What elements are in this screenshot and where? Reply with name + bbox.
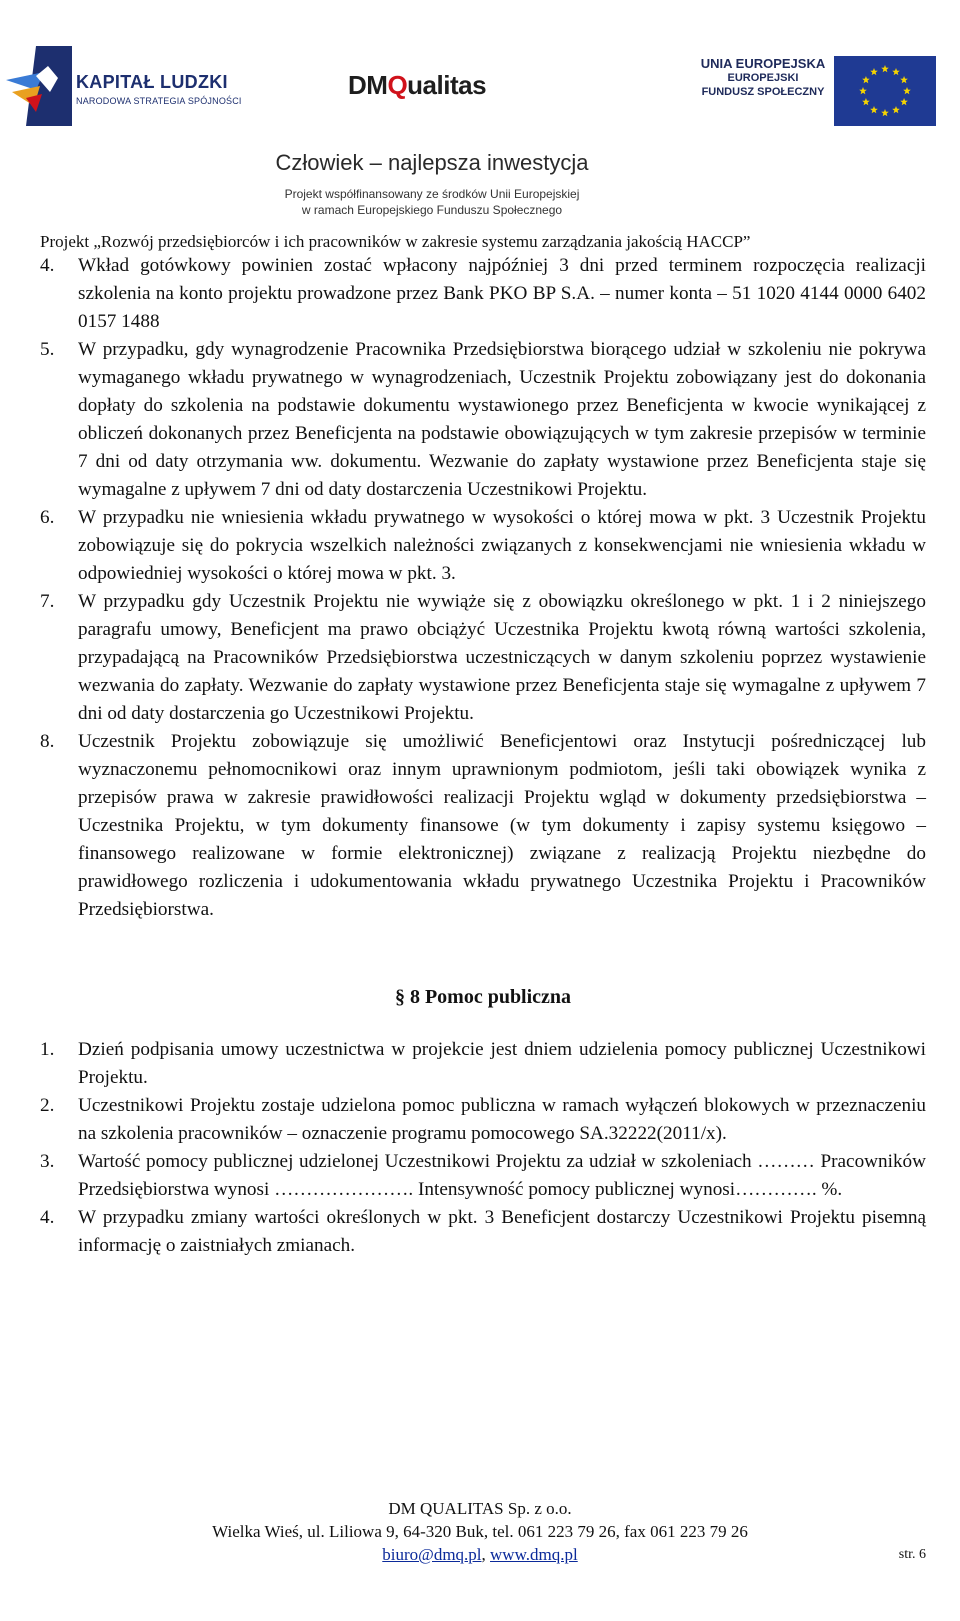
item-text: W przypadku gdy Uczestnik Projektu nie wywiąże się z obowiązku określonego w pkt. 1 i 2 niniejszego paragrafu umowy, Beneficjent ma prawo obciążyć Uczestnika Projektu kwotą równą wartości szkolenia, przypadającą na Pracowników Przedsiębiorstwa uczestniczących w danym szkoleniu poprzez wystawienie wezwania do zapłaty. Wezwanie do zapłaty wystawione przez Beneficjenta staje się wymagalne z upływem 7 dni od daty dostarczenia go Uczestnikowi Projektu.	[78, 591, 926, 724]
list-item	[40, 1092, 926, 1148]
item-number: 5.	[40, 339, 55, 360]
slogan-block	[0, 150, 960, 218]
section-heading: § 8 Pomoc publiczna	[394, 986, 572, 1008]
item-text: Dzień podpisania umowy uczestnictwa w projekcie jest dniem udzielenia pomocy publicznej Uczestnikowi Projektu.	[78, 1039, 926, 1088]
list-item	[40, 1036, 926, 1092]
dmqualitas-logo	[348, 70, 486, 101]
item-text: Uczestnikowi Projektu zostaje udzielona pomoc publiczna w ramach wyłączeń blokowych w przeznaczeniu na szkolenia pracowników – oznaczenie programu pomocowego SA.32222(2011/x).	[78, 1095, 926, 1144]
footer-company: DM QUALITAS Sp. z o.o.	[388, 1499, 572, 1518]
item-number: 7.	[40, 591, 55, 612]
item-number: 2.	[40, 1095, 55, 1116]
list-item	[40, 728, 926, 924]
page-footer	[0, 1497, 960, 1566]
ue-line1: UNIA EUROPEJSKA	[700, 56, 826, 71]
kapital-ludzki-subtitle: NARODOWA STRATEGIA SPÓJNOŚCI	[76, 96, 242, 106]
slogan-sub2: w ramach Europejskiego Funduszu Społecznego	[301, 203, 563, 217]
slogan-sub1: Projekt współfinansowany ze środków Unii Europejskiej	[284, 187, 580, 201]
footer-website-link[interactable]: www.dmq.pl	[490, 1545, 578, 1564]
dmq-logo-part1: DM	[348, 70, 388, 100]
item-text: Wkład gotówkowy powinien zostać wpłacony najpóźniej 3 dni przed terminem rozpoczęcia realizacji szkolenia na konto projektu prowadzone przez Bank PKO BP S.A. – numer konta – 51 1020 4144 0000 6402 0157 1488	[78, 255, 926, 332]
footer-address: Wielka Wieś, ul. Liliowa 9, 64-320 Buk, tel. 061 223 79 26, fax 061 223 79 26	[212, 1522, 748, 1541]
ue-line2: EUROPEJSKI	[727, 72, 799, 84]
list-item	[40, 588, 926, 728]
header-logos	[0, 38, 960, 128]
item-number: 4.	[40, 255, 55, 276]
list-item	[40, 336, 926, 504]
item-number: 8.	[40, 731, 55, 752]
item-text: W przypadku nie wniesienia wkładu prywatnego w wysokości o której mowa w pkt. 3 Uczestnik Projektu zobowiązuje się do pokrycia wszelkich należności związanych z konsekwencjami nie wniesienia wkładu w odpowiedniej wysokości o której mowa w pkt. 3.	[78, 507, 926, 584]
item-text: W przypadku zmiany wartości określonych w pkt. 3 Beneficjent dostarczy Uczestnikowi Projektu pisemną informację o zaistniałych zmianach.	[78, 1207, 926, 1256]
kapital-ludzki-emblem-icon	[6, 46, 72, 126]
page-number: str. 6	[898, 1547, 926, 1562]
item-text: Uczestnik Projektu zobowiązuje się umożliwić Beneficjentowi oraz Instytucji pośredniczącej lub wyznaczonemu pełnomocnikowi oraz innym uprawnionym podmiotom, jeśli taki obowiązek wynika z przepisów prawa w zakresie prawidłowości realizacji Projektu wgląd w dokumenty przedsiębiorstwa – Uczestnika Projektu, w tym dokumenty finansowe (w tym dokumenty i zapisy systemu księgowo – finansowego realizowane w formie elektronicznej) związane z realizacją Projektu niezbędne do prawidłowego rozliczenia i udokumentowania wkładu prywatnego Uczestnika Projektu i Pracowników Przedsiębiorstwa.	[78, 731, 926, 920]
kapital-ludzki-title: KAPITAŁ LUDZKI	[76, 72, 228, 92]
item-number: 3.	[40, 1151, 55, 1172]
footer-links	[0, 1543, 960, 1566]
project-title: Projekt „Rozwój przedsiębiorców i ich pracowników w zakresie systemu zarządzania jakością HACCP”	[40, 232, 751, 251]
list-item	[40, 1148, 926, 1204]
document-content	[40, 252, 926, 1260]
list-item	[40, 1204, 926, 1260]
eu-fund-label	[688, 56, 838, 99]
list-item	[40, 252, 926, 336]
item-number: 1.	[40, 1039, 55, 1060]
dmq-logo-q: Q	[387, 70, 408, 100]
item-text: W przypadku, gdy wynagrodzenie Pracownika Przedsiębiorstwa biorącego udział w szkoleniu nie pokrywa wymaganego wkładu prywatnego w wynagrodzeniach, Uczestnik Projektu zobowiązany jest do dokonania dopłaty do szkolenia na podstawie dokumentu wystawionego przez Beneficjenta w kwocie wynikającej z obliczeń dokonanych przez Beneficjenta na podstawie obowiązujących w tym zakresie przepisów w terminie 7 dni od daty otrzymania ww. dokumentu. Wezwanie do zapłaty wystawione przez Beneficjenta staje się wymagalne z upływem 7 dni od daty dostarczenia Uczestnikowi Projektu.	[78, 339, 926, 500]
footer-separator: ,	[481, 1545, 491, 1564]
eu-flag-icon	[834, 56, 936, 126]
dmq-logo-part3: ualitas	[407, 70, 487, 100]
ue-line3: FUNDUSZ SPOŁECZNY	[701, 86, 825, 98]
item-number: 6.	[40, 507, 55, 528]
footer-email-link[interactable]: biuro@dmq.pl	[382, 1545, 482, 1564]
slogan: Człowiek – najlepsza inwestycja	[275, 150, 589, 175]
item-text: Wartość pomocy publicznej udzielonej Uczestnikowi Projektu za udział w szkoleniach ……… Pracowników Przedsiębiorstwa wynosi …………………. Intensywność pomocy publicznej wynosi…………. %.	[78, 1151, 926, 1200]
kapital-ludzki-logo	[6, 46, 246, 126]
item-number: 4.	[40, 1207, 55, 1228]
list-item	[40, 504, 926, 588]
